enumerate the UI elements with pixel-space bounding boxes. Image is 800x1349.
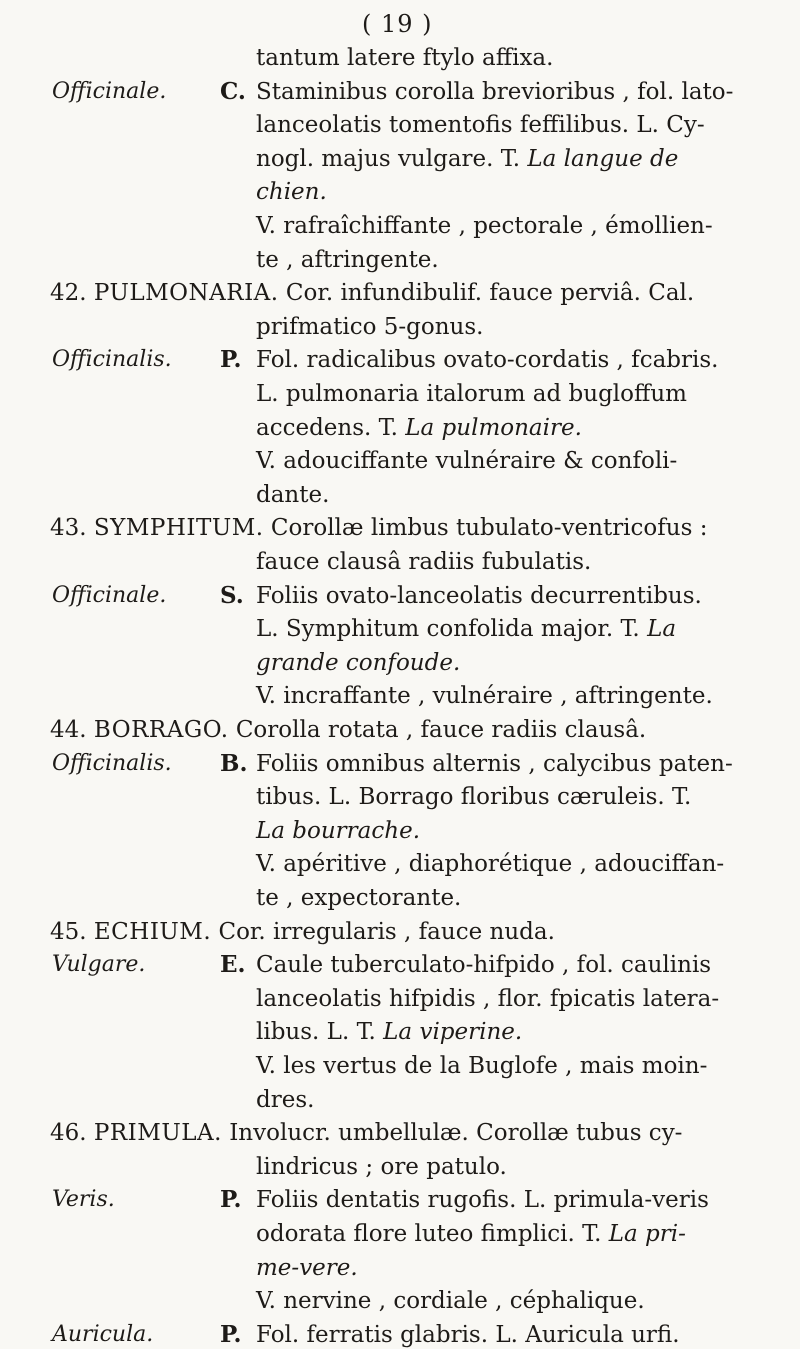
species-sidenote: Officinalis. [52, 750, 172, 776]
vernacular-name: grande confoude. [256, 649, 461, 676]
line-text: te , aftringente. [256, 246, 439, 273]
vernacular-name: La [647, 616, 677, 643]
line-text: Foliis dentatis rugofis. L. primula-veris [256, 1187, 709, 1214]
text-line [256, 313, 483, 341]
line-text: te , expectorante. [256, 885, 462, 911]
line-text: nogl. majus vulgare. T. [256, 145, 528, 172]
text-line [220, 951, 711, 979]
vernacular-name: La bourrache. [256, 817, 420, 844]
line-text: tibus. L. Borrago floribus cæruleis. T. [256, 784, 692, 811]
text-line [256, 1052, 707, 1080]
text-line [256, 649, 460, 677]
line-text: Foliis omnibus alternis , calycibus paten- [256, 750, 733, 777]
genus-number: 44. [50, 717, 87, 743]
text-line [50, 514, 707, 542]
species-letter: P. [220, 346, 242, 374]
text-line [256, 1086, 314, 1114]
vernacular-name: La langue de [527, 145, 679, 172]
line-text: lanceolatis hifpidis , flor. fpicatis latera- [256, 985, 720, 1012]
vernacular-name: La viperine. [383, 1019, 523, 1046]
line-text: V. les vertus de la Buglofe , mais moin- [256, 1053, 708, 1079]
line-text: accedens. T. [256, 414, 406, 441]
line-text: Staminibus corolla brevioribus , fol. lato- [256, 78, 734, 105]
line-text: dante. [256, 481, 330, 508]
page-number: ( 19 ) [362, 10, 433, 38]
text-line [50, 279, 694, 307]
line-text: Corollæ limbus tubulato-ventricofus : [263, 515, 708, 542]
text-line [256, 212, 713, 240]
genus-name: BORRAGO. [93, 717, 229, 743]
line-text: V. incraffante , vulnéraire , aftringente. [256, 683, 713, 710]
line-text: Fol. ferratis glabris. L. Auricula urfi. [256, 1321, 680, 1348]
species-letter: S. [220, 581, 244, 609]
text-line [220, 78, 733, 106]
text-line [256, 1018, 522, 1046]
text-line [256, 1220, 686, 1248]
text-line [256, 414, 582, 442]
text-line [220, 346, 718, 374]
line-text: tantum latere ftylo affixa. [256, 45, 554, 71]
text-line [256, 1287, 645, 1315]
text-line [256, 111, 705, 139]
genus-number: 43. [50, 515, 87, 542]
species-letter: P. [220, 1186, 242, 1214]
line-text: L. Symphitum confolida major. T. [256, 616, 648, 643]
vernacular-name: chien. [256, 179, 327, 206]
species-letter: B. [220, 749, 248, 777]
line-text: libus. L. T. [256, 1019, 384, 1046]
species-letter: P. [220, 1320, 242, 1348]
text-line [220, 750, 733, 778]
line-text: prifmatico 5-gonus. [256, 313, 484, 340]
line-text: Involucr. umbellulæ. Corollæ tubus cy- [221, 1120, 683, 1147]
line-text: lanceolatis tomentofis feffilibus. L. Cy- [256, 112, 705, 139]
text-line [256, 1254, 358, 1282]
line-text: Cor. irregularis , fauce nuda. [211, 918, 555, 945]
species-letter: E. [220, 951, 246, 979]
text-line [256, 615, 676, 643]
genus-number: 42. [50, 280, 87, 307]
text-line [256, 682, 713, 710]
line-text: dres. [256, 1086, 315, 1113]
genus-number: 45. [50, 918, 87, 945]
line-text: lindricus ; ore patulo. [256, 1153, 507, 1180]
text-line [220, 1186, 709, 1214]
species-sidenote: Officinalis. [52, 347, 172, 373]
line-text: fauce clausâ radiis fubulatis. [256, 549, 592, 575]
genus-number: 46. [50, 1120, 87, 1147]
species-sidenote: Vulgare. [52, 952, 146, 978]
text-line [256, 548, 591, 576]
line-text: V. apéritive , diaphorétique , adouciffan- [256, 851, 725, 878]
species-sidenote: Officinale. [52, 582, 167, 608]
text-line [256, 380, 687, 408]
line-text: Caule tuberculato-hifpido , fol. caulinis [256, 952, 712, 979]
genus-name: ECHIUM. [93, 918, 212, 945]
text-line [256, 44, 553, 72]
species-sidenote: Officinale. [52, 78, 167, 104]
text-line [256, 481, 329, 509]
text-line [50, 1119, 682, 1147]
species-sidenote: Auricula. [52, 1321, 154, 1347]
line-text: Fol. radicalibus ovato-cordatis , fcabris. [256, 347, 719, 374]
text-line [256, 145, 678, 173]
line-text: odorata flore luteo fimplici. T. [256, 1221, 609, 1247]
species-sidenote: Veris. [52, 1187, 115, 1213]
line-text: Foliis ovato-lanceolatis decurrentibus. [256, 582, 702, 609]
text-line [256, 884, 461, 912]
line-text: Corolla rotata , fauce radiis clausâ. [228, 717, 647, 743]
text-line [256, 783, 691, 811]
text-line [50, 918, 555, 946]
text-line [220, 1321, 680, 1349]
vernacular-name: La pri- [608, 1221, 686, 1247]
line-text: V. adouciffante vulnéraire & confoli- [256, 448, 678, 475]
genus-name: PULMONARIA. [93, 280, 279, 307]
text-line [256, 447, 677, 475]
text-line [256, 985, 719, 1013]
line-text: V. rafraîchiffante , pectorale , émollien- [256, 213, 713, 239]
text-line [256, 817, 420, 845]
species-letter: C. [220, 77, 246, 105]
text-line [220, 582, 702, 610]
text-line [256, 246, 439, 274]
vernacular-name: La pulmonaire. [405, 414, 582, 441]
text-line [256, 1153, 507, 1181]
genus-name: PRIMULA. [93, 1120, 222, 1147]
text-line [256, 850, 724, 878]
text-line [256, 178, 327, 206]
text-line [50, 716, 646, 744]
line-text: L. pulmonaria italorum ad bugloffum [256, 381, 687, 407]
line-text: Cor. infundibulif. fauce perviâ. Cal. [278, 280, 695, 307]
vernacular-name: me-vere. [256, 1254, 358, 1281]
line-text: V. nervine , cordiale , céphalique. [256, 1288, 645, 1315]
genus-name: SYMPHITUM. [93, 515, 264, 542]
